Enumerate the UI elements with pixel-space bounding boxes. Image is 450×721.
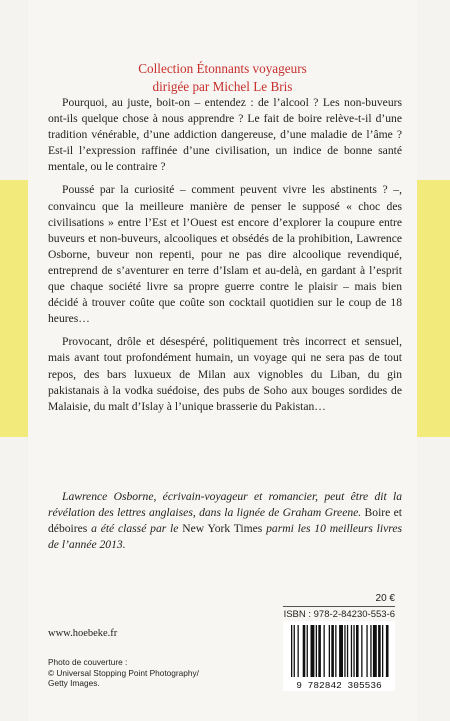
bio-part-3: a été classé par le — [91, 522, 179, 536]
barcode — [283, 621, 395, 691]
barcode-bar — [366, 625, 367, 677]
blurb-paragraph-2: Poussé par la curiosité – comment peuvent vivre les abstinents ? –, convaincu que la meilleure manière de penser le supposé « choc des civilisations » entre l’Est et l’Ouest est encore d’explorer la coupure entre buveurs et non-buveurs, alcooliques et obsédés de la prohibition, Lawrence Osborne, buveur non repenti, pour ne pas dire alcoolique revendiqué, entreprend de s’aventurer en terre d’Islam et au-delà, en gardant à l’esprit que chaque société livre sa propre guerre contre le plaisir – mais bien décidé à trouver coûte que coûte son cocktail quotidien sur le coup de 18 heures… — [48, 183, 402, 326]
price: 20 € — [375, 593, 395, 604]
bio-part-2: Boire et déboires — [48, 506, 403, 536]
barcode-bar — [291, 625, 292, 677]
barcode-bar — [335, 625, 336, 677]
barcode-bar — [307, 625, 308, 677]
barcode-bar — [294, 625, 295, 677]
bio-part-1: Lawrence Osborne, écrivain-voyageur et romancier, peut être dit la révélation des lettres anglaises, dans la lignée de Graham Greene. — [48, 490, 402, 520]
credit-line-1: Photo de couverture : — [48, 657, 128, 667]
barcode-bar — [303, 625, 306, 677]
collection-director: dirigée par Michel Le Bris — [152, 79, 293, 94]
barcode-graphic — [283, 621, 395, 691]
barcode-bar — [353, 625, 354, 677]
collection-header — [28, 60, 417, 96]
barcode-bar — [316, 625, 317, 677]
barcode-bar — [329, 625, 330, 677]
barcode-bar — [318, 625, 321, 677]
barcode-bar — [344, 625, 345, 677]
publisher-website[interactable]: www.hoebeke.fr — [48, 628, 118, 639]
blurb-paragraph-1: Pourquoi, au juste, boit-on – entendez : de l’alcool ? Les non-buveurs ont-ils quelque chose à nous apprendre ? Le fait de boire relève-t-il d’une tradition vénérable, d’une addiction dangereuse, d’une maladie de l’âme ? Est-il l’expression raffinée d’une civilisation, un indice de bonne santé mentale, ou le contraire ? — [48, 96, 402, 174]
price-divider — [283, 606, 395, 607]
barcode-bar — [382, 625, 383, 677]
author-bio — [48, 489, 402, 553]
barcode-bar — [373, 625, 377, 677]
barcode-bar — [324, 625, 325, 677]
collection-name: Collection Étonnants voyageurs — [138, 61, 307, 76]
blurb-paragraph-3: Provocant, drôle et désespéré, politiquement très incorrect et sensuel, mais avant tout profondément humain, un voyage qui ne sera pas de tout repos, des bars luxueux de Milan aux vignobles du Liban, du gin pakistanais à la vodka suédoise, des pubs de Soho aux bouges sordides de Malaisie, du malt d’Islay à l’unique brasserie du Pakistan… — [48, 335, 402, 413]
barcode-bar — [356, 625, 359, 677]
barcode-bar — [311, 625, 315, 677]
barcode-number: 9 782842 305536 — [296, 680, 382, 691]
barcode-bar — [347, 625, 348, 677]
barcode-bar — [339, 625, 343, 677]
credit-line-3: Getty Images. — [48, 678, 100, 688]
blurb — [48, 95, 402, 422]
isbn: ISBN : 978-2-84230-553-6 — [283, 609, 395, 620]
barcode-bar — [351, 625, 352, 677]
credit-line-2: © Universal Stopping Point Photography/ — [48, 667, 199, 678]
bio-part-5: parmi les 10 meilleurs livres de l’année 2013. — [48, 522, 402, 552]
photo-credit — [48, 657, 238, 689]
barcode-bar — [331, 625, 334, 677]
bio-part-4: New York Times — [178, 522, 267, 536]
barcode-bar — [378, 625, 381, 677]
barcode-bar — [361, 625, 362, 677]
barcode-bar — [386, 625, 389, 677]
barcode-bar — [370, 625, 371, 677]
barcode-bar — [298, 625, 299, 677]
